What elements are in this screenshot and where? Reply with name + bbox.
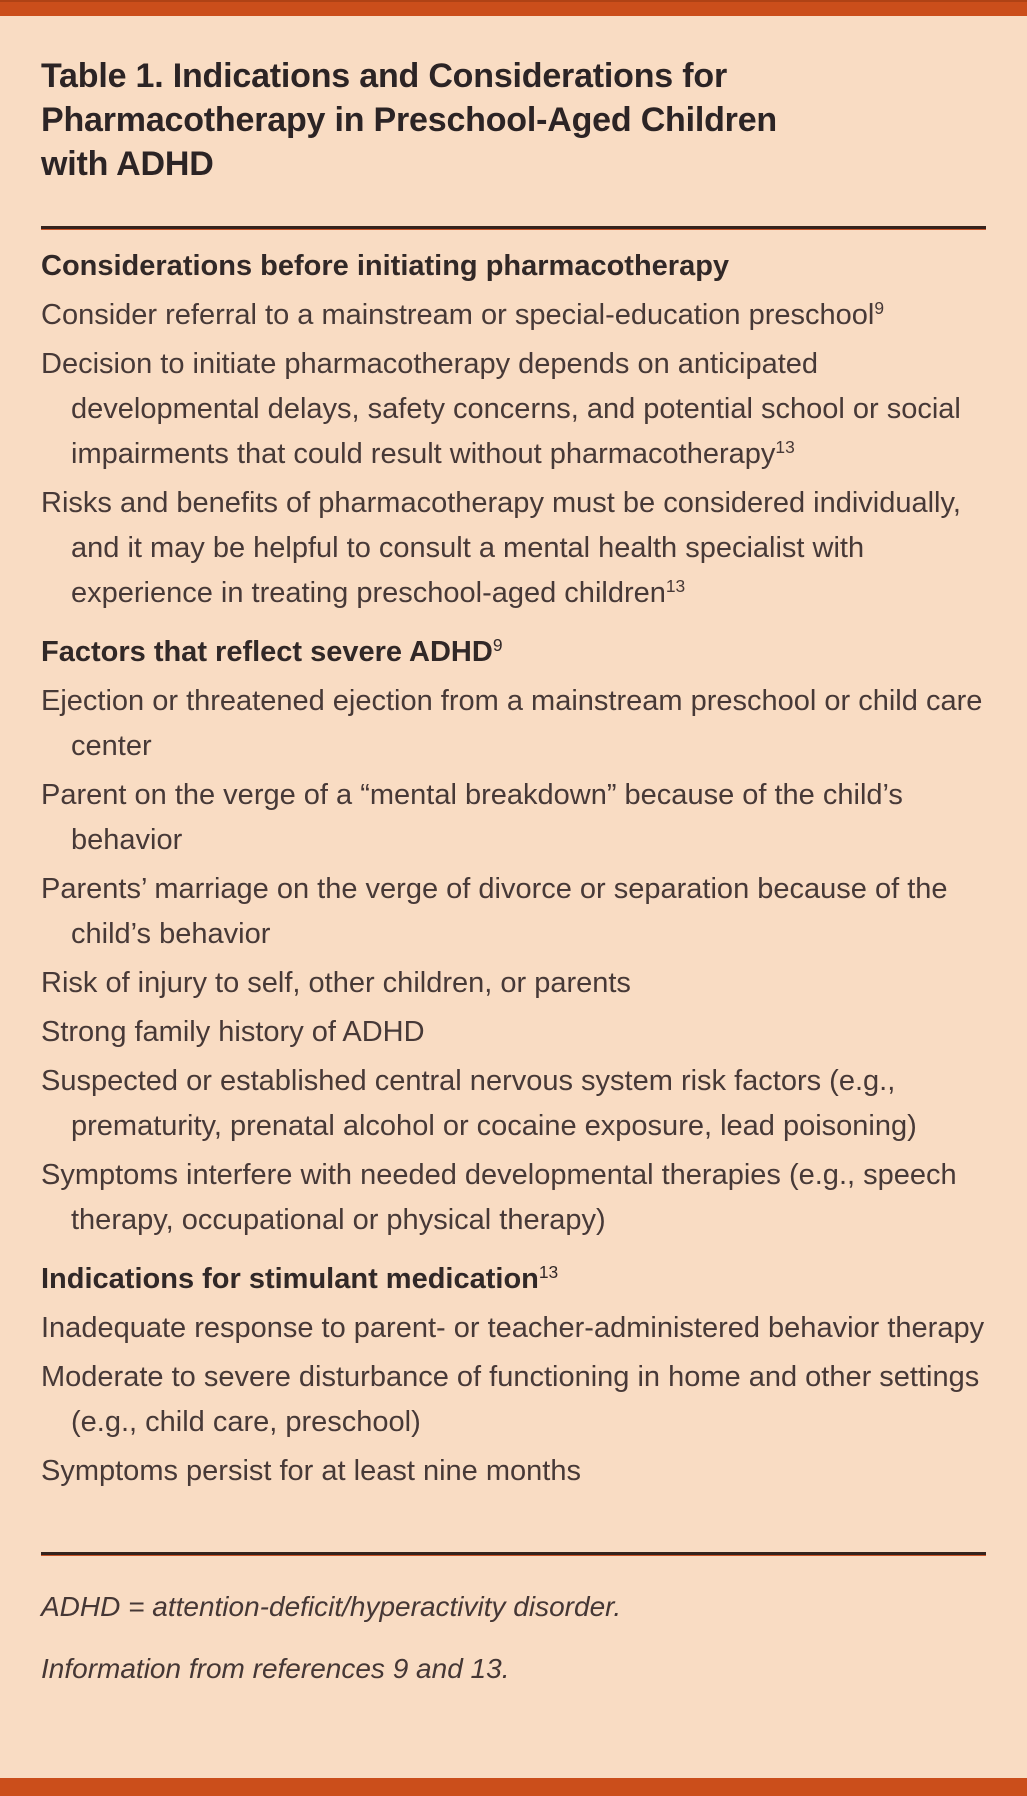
- reference-superscript: 13: [538, 1262, 559, 1283]
- table-row: [41, 679, 986, 769]
- section-header-stimulant-indications: [41, 1257, 986, 1302]
- table-row: [41, 342, 986, 477]
- row-text: Parents’ marriage on the verge of divorce or separation because of the child’s behavior: [41, 873, 948, 950]
- table-row: [41, 773, 986, 863]
- table-row: [41, 1153, 986, 1243]
- top-accent-bar: [0, 0, 1027, 16]
- row-text: Risk of injury to self, other children, or parents: [41, 967, 631, 999]
- row-text: Consider referral to a mainstream or special-education preschool: [41, 299, 875, 331]
- row-text: Strong family history of ADHD: [41, 1016, 425, 1048]
- row-text: Symptoms persist for at least nine months: [41, 1455, 581, 1487]
- row-text: Risks and benefits of pharmacotherapy must be considered individually, and it may be helpful to consult a mental health specialist with experience in treating preschool-aged children: [41, 487, 961, 609]
- table-title-line: Table 1. Indications and Considerations for: [41, 57, 727, 95]
- section-header-considerations: [41, 244, 986, 289]
- table-row: [41, 1355, 986, 1445]
- row-text: Suspected or established central nervous system risk factors (e.g., prematurity, prenatal alcohol or cocaine exposure, lead poisoning): [41, 1065, 917, 1142]
- table-title-line: Pharmacotherapy in Preschool-Aged Children: [41, 101, 777, 139]
- table-title-line: with ADHD: [41, 145, 214, 183]
- footnote-abbreviation: ADHD = attention-deficit/hyperactivity disorder.: [41, 1591, 622, 1622]
- row-text: Parent on the verge of a “mental breakdown” because of the child’s behavior: [41, 779, 903, 856]
- reference-superscript: 9: [492, 635, 503, 656]
- table-row: [41, 293, 986, 338]
- reference-superscript: 9: [874, 298, 885, 319]
- table-row: [41, 1449, 986, 1494]
- section-header-text: Factors that reflect severe ADHD: [41, 636, 493, 668]
- row-text: Inadequate response to parent- or teacher-administered behavior therapy: [41, 1312, 985, 1344]
- section-header-text: Indications for stimulant medication: [41, 1263, 539, 1295]
- reference-superscript: 13: [665, 576, 686, 597]
- table-row: [41, 867, 986, 957]
- table-row: [41, 1010, 986, 1055]
- reference-superscript: 13: [775, 437, 795, 458]
- section-header-severe-adhd: [41, 630, 986, 675]
- row-text: Symptoms interfere with needed developmental therapies (e.g., speech therapy, occupational or physical therapy): [41, 1159, 957, 1236]
- footnote-source: Information from references 9 and 13.: [41, 1653, 510, 1684]
- table-row: [41, 961, 986, 1006]
- section-header-text: Considerations before initiating pharmacotherapy: [41, 250, 730, 282]
- bottom-accent-bar: [0, 1778, 1027, 1796]
- footnote-divider-rule: [41, 1552, 986, 1556]
- table-title: [41, 54, 986, 186]
- row-text: Decision to initiate pharmacotherapy depends on anticipated developmental delays, safety concerns, and potential school or social impairments that could result without pharmacotherapy: [41, 348, 961, 470]
- row-text: Ejection or threatened ejection from a mainstream preschool or child care center: [41, 685, 983, 762]
- title-divider-rule: [41, 226, 986, 230]
- table-row: [41, 1306, 986, 1351]
- table-row: [41, 481, 986, 616]
- table-row: [41, 1059, 986, 1149]
- row-text: Moderate to severe disturbance of functioning in home and other settings (e.g., child care, preschool): [41, 1361, 980, 1438]
